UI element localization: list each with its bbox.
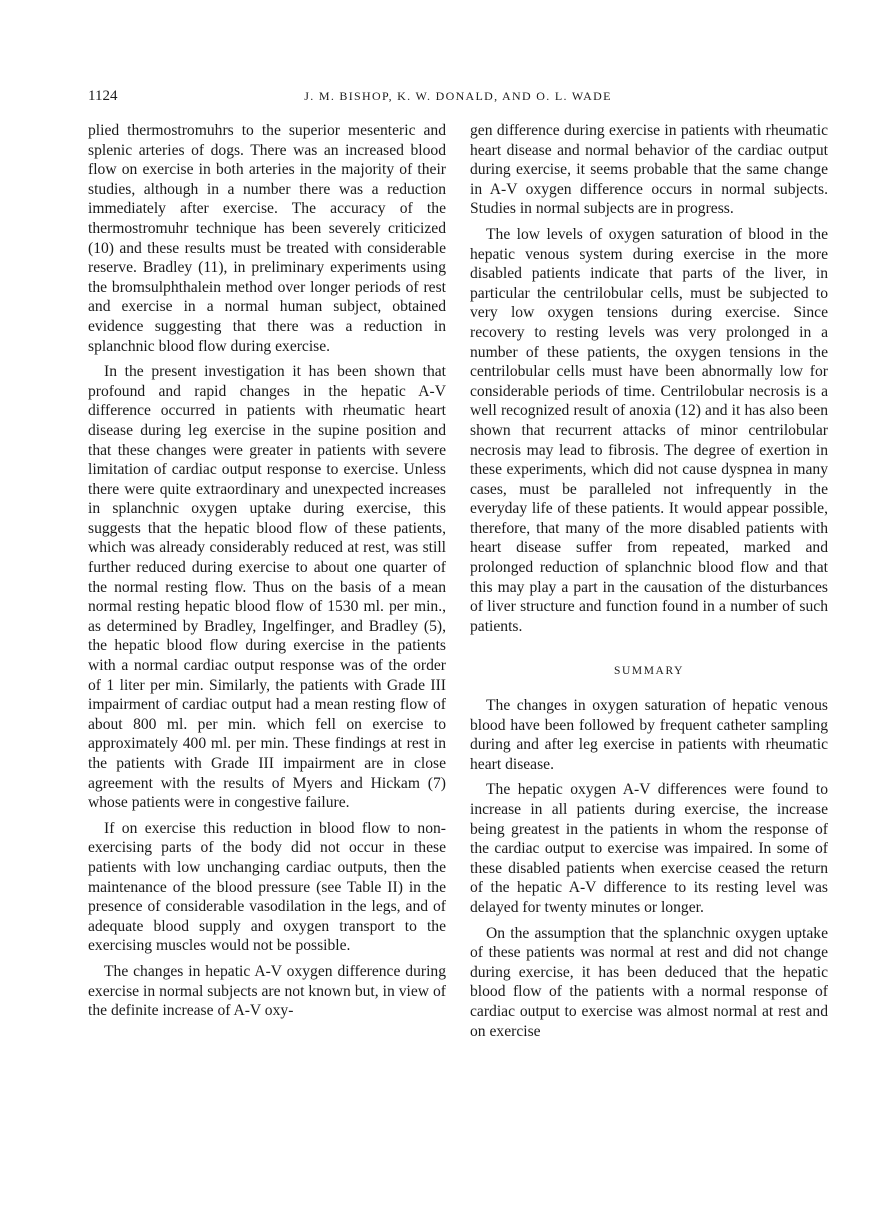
running-head-authors: J. M. BISHOP, K. W. DONALD, AND O. L. WADE bbox=[304, 89, 612, 103]
body-paragraph: In the present investigation it has been shown that profound and rapid changes in the hepatic A-V difference occurred in patients with rheumatic heart disease during leg exercise in the supine position and that these changes were greater in patients with severe limitation of cardiac output response to exercise. Unless there were quite extraordinary and unexpected increases in splanchnic oxygen uptake during exercise, this suggests that the hepatic blood flow of these patients, which was already considerably reduced at rest, was still further reduced during exercise to about one quarter of the normal resting flow. Thus on the basis of a mean normal resting hepatic blood flow of 1530 ml. per min., as determined by Bradley, Ingelfinger, and Bradley (5), the hepatic blood flow during exercise in the patients with a normal cardiac output response was of the order of 1 liter per min. Similarly, the patients with Grade III impairment of cardiac output had a mean resting flow of about 800 ml. per min. which fell on exercise to approximately 400 ml. per min. These findings at rest in the patients with Grade III impairment are in close agreement with the results of Myers and Hickam (7) whose patients were in congestive failure. bbox=[88, 363, 446, 812]
page-number: 1124 bbox=[88, 88, 118, 104]
summary-paragraph: On the assumption that the splanchnic oxygen uptake of these patients was normal at rest and did not change during exercise, it has been deduced that the hepatic blood flow of the patients with a normal response of cardiac output to exercise was almost normal at rest and on exercise bbox=[470, 924, 828, 1040]
summary-paragraph: The hepatic oxygen A-V differences were found to increase in all patients during exercise, the increase being greatest in the patients in whom the response of the cardiac output to exercise was impaired. In some of these disabled patients when exercise ceased the return of the hepatic A-V difference to its resting level was delayed for twenty minutes or longer. bbox=[470, 781, 828, 916]
summary-heading: SUMMARY bbox=[614, 665, 684, 678]
body-paragraph: gen difference during exercise in patients with rheumatic heart disease and normal behavior of the cardiac output during exercise, it seems probable that the same change in A-V oxygen difference occurs in normal subjects. Studies in normal subjects are in progress. bbox=[470, 122, 828, 218]
left-column bbox=[88, 121, 446, 1027]
body-paragraph: plied thermostromuhrs to the superior mesenteric and splenic arteries of dogs. There was an increased blood flow on exercise in both arteries in the majority of their studies, although in a number there was a reduction immediately after exercise. The accuracy of the thermostromuhr technique has been severely criticized (10) and these results must be treated with considerable reserve. Bradley (11), in preliminary experiments using the bromsulphthalein method over longer periods of rest and exercise in a normal human subject, obtained evidence suggesting that there was a reduction in splanchnic blood flow during exercise. bbox=[88, 122, 446, 355]
summary-paragraph: The changes in oxygen saturation of hepatic venous blood have been followed by frequent catheter sampling during and after leg exercise in patients with rheumatic heart disease. bbox=[470, 697, 828, 773]
right-column bbox=[470, 121, 828, 1047]
body-paragraph: The changes in hepatic A-V oxygen difference during exercise in normal subjects are not known but, in view of the definite increase of A-V oxy- bbox=[88, 962, 446, 1020]
page-header bbox=[88, 88, 828, 110]
body-paragraph: If on exercise this reduction in blood flow to non-exercising parts of the body did not occur in these patients with low unchanging cardiac outputs, then the maintenance of the blood pressure (see Table II) in the presence of considerable vasodilation in the legs, and of adequate blood supply and oxygen transport to the exercising muscles would not be possible. bbox=[88, 819, 446, 955]
body-paragraph: The low levels of oxygen saturation of blood in the hepatic venous system during exercise in the more disabled patients indicate that parts of the liver, in particular the centrilobular cells, must be subjected to very low oxygen tensions during exercise. Since recovery to resting levels was very prolonged in a number of these patients, the oxygen tensions in the centrilobular cells must have been abnormally low for considerable periods of time. Centrilobular necrosis is a well recognized result of anoxia (12) and it has also been shown that recurrent attacks of minor centrilobular necrosis may lead to fibrosis. The degree of exertion in these experiments, which did not cause dyspnea in many cases, must be paralleled not infrequently in the everyday life of these patients. It would appear possible, therefore, that many of the more disabled patients with heart disease suffer from repeated, marked and prolonged reduction of splanchnic blood flow and that this may play a part in the causation of the disturbances of liver structure and function found in a number of such patients. bbox=[470, 225, 828, 635]
